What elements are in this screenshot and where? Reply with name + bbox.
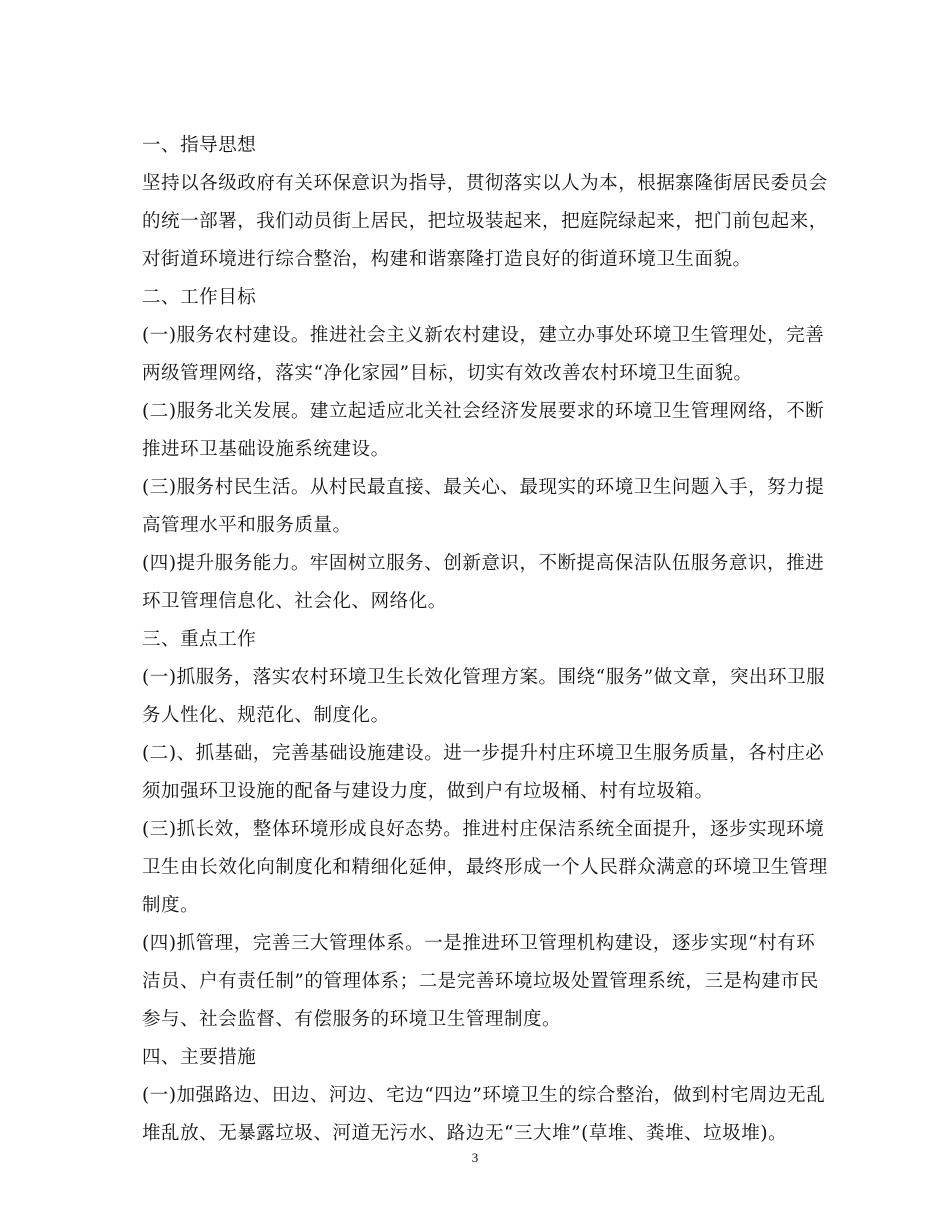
paragraph-line: (三)服务村民生活。从村民最直接、最关心、最现实的环境卫生问题入手，努力提	[142, 477, 825, 498]
paragraph-line: 制度。	[142, 895, 200, 916]
paragraph-line: 坚持以各级政府有关环保意识为指导，贯彻落实以人为本，根据寨隆街居民委员会	[142, 173, 828, 194]
paragraph-line: 须加强环卫设施的配备与建设力度，做到户有垃圾桶、村有垃圾箱。	[142, 781, 714, 802]
paragraph-line: (四)提升服务能力。牢固树立服务、创新意识，不断提高保洁队伍服务意识，推进	[142, 553, 825, 574]
paragraph-line: (一)服务农村建设。推进社会主义新农村建设，建立办事处环境卫生管理处，完善	[142, 325, 825, 346]
section-heading-key-work: 三、重点工作	[142, 629, 257, 650]
paragraph-line: (一)加强路边、田边、河边、宅边“四边”环境卫生的综合整治，做到村宅周边无乱	[142, 1085, 826, 1106]
section-heading-work-goals: 二、工作目标	[142, 287, 257, 308]
paragraph-line: 洁员、户有责任制”的管理体系；二是完善环境垃圾处置管理系统，三是构建市民	[142, 971, 819, 992]
paragraph-line: (三)抓长效，整体环境形成良好态势。推进村庄保洁系统全面提升，逐步实现环境	[142, 819, 825, 840]
paragraph-line: 卫生由长效化向制度化和精细化延伸，最终形成一个人民群众满意的环境卫生管理	[142, 857, 828, 878]
section-heading-main-measures: 四、主要措施	[142, 1047, 257, 1068]
document-body	[142, 131, 828, 1149]
paragraph-line: (一)抓服务，落实农村环境卫生长效化管理方案。围绕“服务”做文章，突出环卫服	[142, 667, 826, 688]
paragraph-line: 高管理水平和服务质量。	[142, 515, 352, 536]
paragraph-line: 两级管理网络，落实“净化家园”目标，切实有效改善农村环境卫生面貌。	[142, 363, 753, 384]
paragraph-line: 对街道环境进行综合整治，构建和谐寨隆打造良好的街道环境卫生面貌。	[142, 249, 752, 270]
section-heading-guiding-ideology: 一、指导思想	[142, 135, 257, 156]
paragraph-line: (二)、抓基础，完善基础设施建设。进一步提升村庄环境卫生服务质量，各村庄必	[142, 743, 825, 764]
paragraph-line: (四)抓管理，完善三大管理体系。一是推进环卫管理机构建设，逐步实现“村有环	[142, 933, 816, 954]
page-number: 3	[471, 1150, 479, 1165]
paragraph-line: 参与、社会监督、有偿服务的环境卫生管理制度。	[142, 1009, 562, 1030]
paragraph-line: 堆乱放、无暴露垃圾、河道无污水、路边无“三大堆”(草堆、粪堆、垃圾堆)。	[142, 1123, 788, 1144]
paragraph-line: 推进环卫基础设施系统建设。	[142, 439, 390, 460]
paragraph-line: 务人性化、规范化、制度化。	[142, 705, 390, 726]
paragraph-line: 的统一部署，我们动员街上居民，把垃圾装起来，把庭院绿起来，把门前包起来，	[142, 211, 828, 232]
paragraph-line: 环卫管理信息化、社会化、网络化。	[142, 591, 447, 612]
paragraph-line: (二)服务北关发展。建立起适应北关社会经济发展要求的环境卫生管理网络，不断	[142, 401, 825, 422]
